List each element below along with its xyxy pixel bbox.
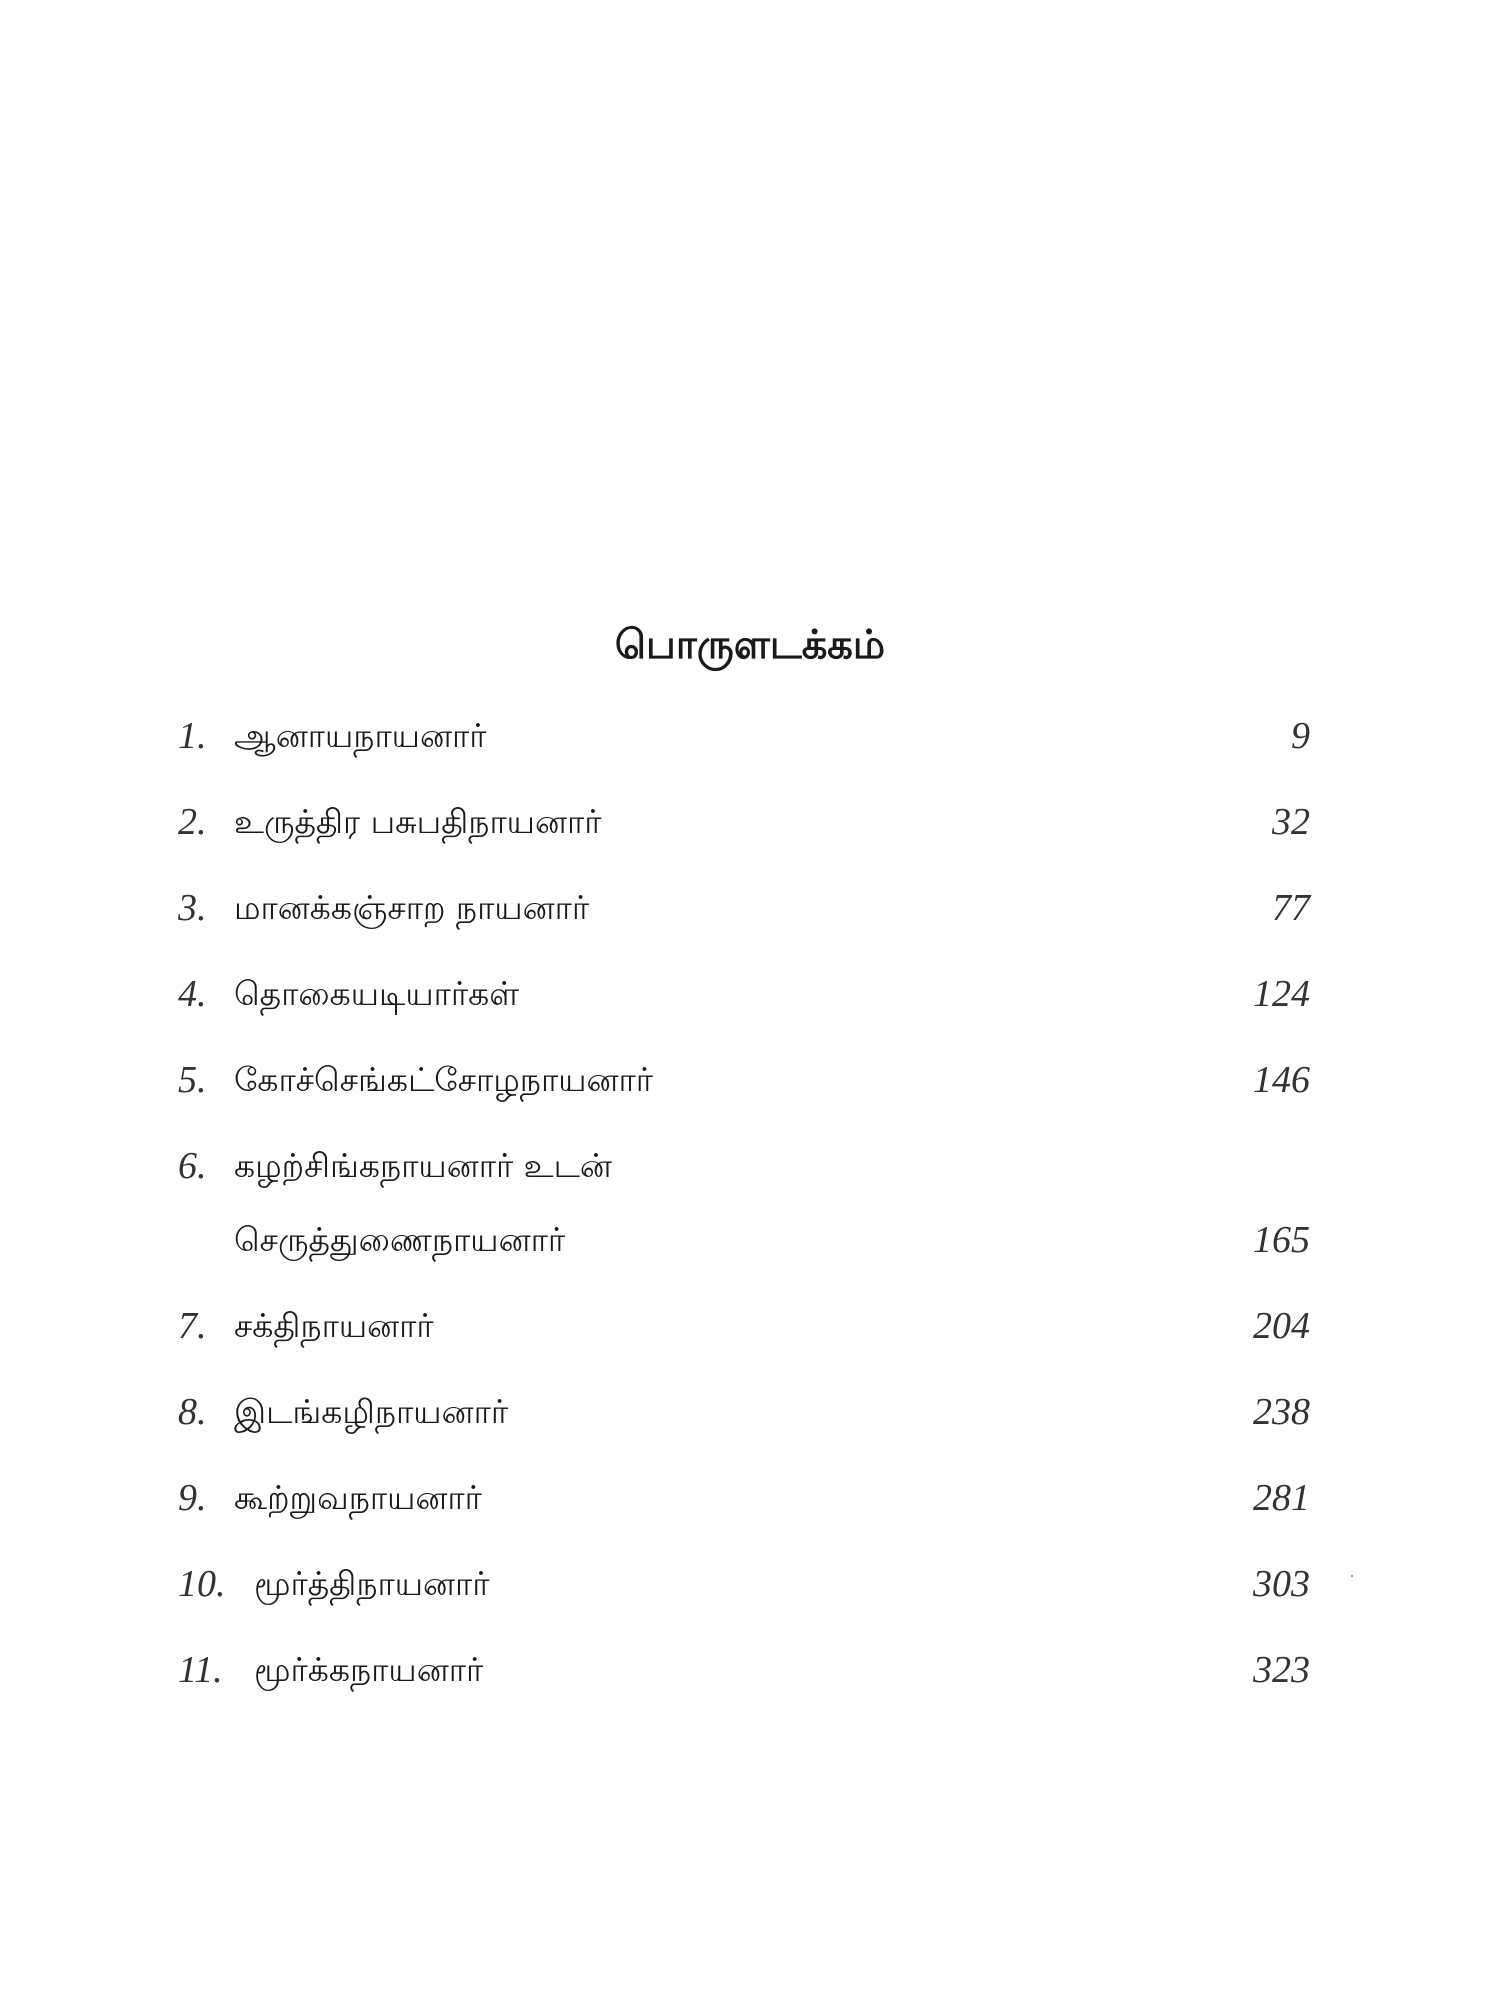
toc-entry (178, 1462, 1310, 1548)
entry-page-number: 238 (1253, 1391, 1310, 1433)
entry-number: 5. (178, 1059, 207, 1101)
entry-title: தொகையடியார்கள் (234, 974, 519, 1013)
entry-page-number: 9 (1291, 715, 1310, 757)
entry-title (234, 1142, 612, 1290)
toc-entry (178, 1130, 1310, 1290)
entry-page-number: 146 (1253, 1059, 1310, 1101)
entry-title: ஆனாயநாயனார் (234, 716, 487, 755)
toc-entry (178, 1634, 1310, 1720)
entry-title: இடங்கழிநாயனார் (234, 1392, 509, 1431)
page-title: பொருளடக்கம் (614, 621, 886, 668)
toc-entry (178, 1548, 1310, 1634)
toc-entry (178, 958, 1310, 1044)
entry-title: மானக்கஞ்சாற நாயனார் (234, 888, 590, 927)
entry-page-number: 77 (1272, 887, 1310, 929)
entry-number: 9. (178, 1477, 207, 1519)
entry-page-number: 281 (1253, 1477, 1310, 1519)
entry-title-line: செருத்துணைநாயனார் (234, 1220, 566, 1259)
entry-title: உருத்திர பசுபதிநாயனார் (234, 802, 602, 841)
toc-entry (178, 700, 1310, 786)
entry-number: 3. (178, 887, 207, 929)
scan-speck (1351, 1575, 1353, 1577)
toc-entry (178, 1044, 1310, 1130)
entry-title-line: கழற்சிங்கநாயனார் உடன் (234, 1146, 612, 1185)
entry-number: 6. (178, 1145, 207, 1187)
entry-number: 1. (178, 715, 207, 757)
entry-page-number: 323 (1253, 1649, 1310, 1691)
entry-page-number: 303 (1253, 1563, 1310, 1605)
entry-number: 7. (178, 1305, 207, 1347)
entry-page-number: 124 (1253, 973, 1310, 1015)
entry-number: 11. (178, 1649, 223, 1691)
entry-title: கோச்செங்கட்சோழநாயனார் (234, 1060, 653, 1099)
entry-number: 4. (178, 973, 207, 1015)
entry-title: சக்திநாயனார் (234, 1306, 434, 1345)
entry-number: 2. (178, 801, 207, 843)
entry-number: 10. (178, 1563, 226, 1605)
toc-entry (178, 1290, 1310, 1376)
entry-page-number: 204 (1253, 1305, 1310, 1347)
entry-title: மூர்க்கநாயனார் (254, 1650, 484, 1689)
entry-title: மூர்த்திநாயனார் (254, 1564, 490, 1603)
table-of-contents (178, 700, 1310, 1720)
entry-title: கூற்றுவநாயனார் (234, 1478, 482, 1517)
entry-page-number: 165 (1253, 1219, 1310, 1261)
entry-page-number: 32 (1272, 801, 1310, 843)
toc-entry (178, 1376, 1310, 1462)
toc-entry (178, 872, 1310, 958)
toc-entry (178, 786, 1310, 872)
entry-number: 8. (178, 1391, 207, 1433)
